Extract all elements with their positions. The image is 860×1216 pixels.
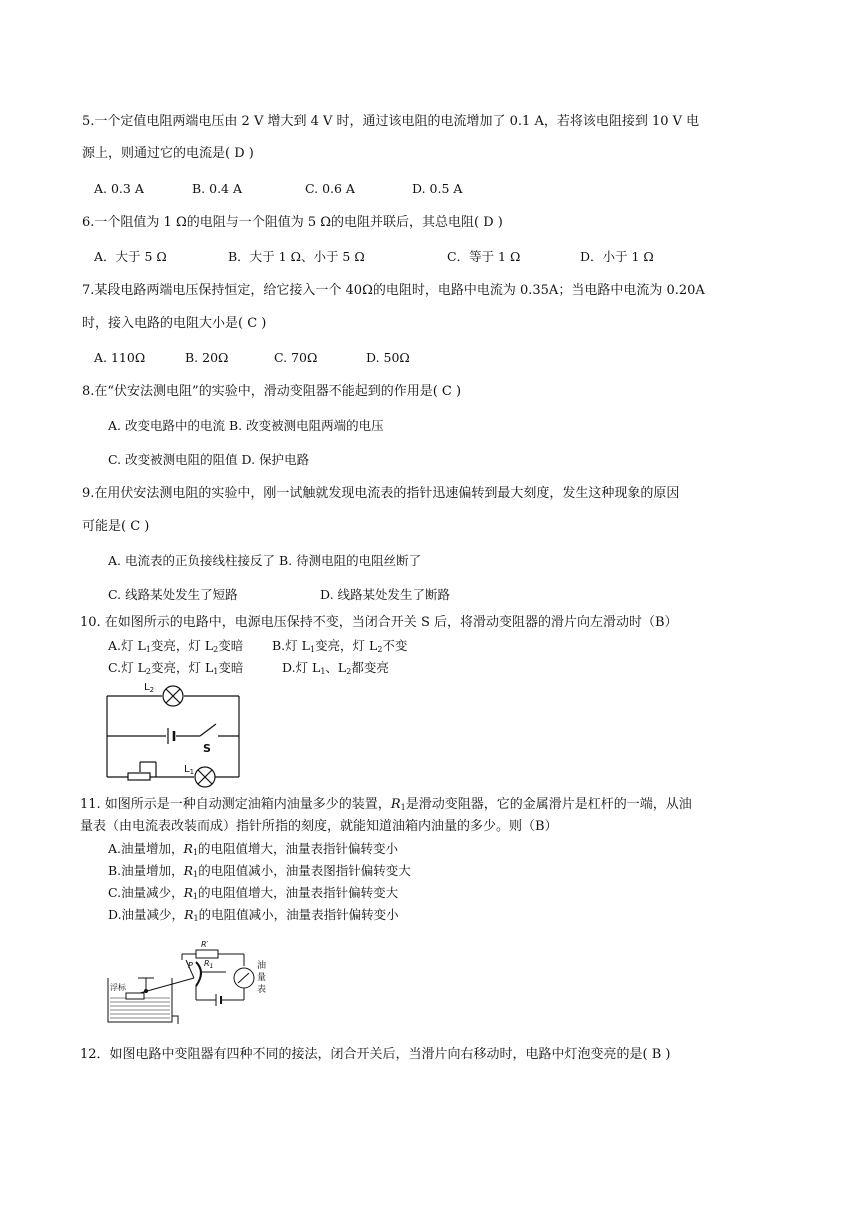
q6-option-a: A．大于 5 Ω bbox=[94, 249, 167, 264]
q6-option-c: C．等于 1 Ω bbox=[447, 249, 521, 264]
q9-options-row1: A. 电流表的正负接线柱接反了 B. 待测电阻的电阻丝断了 bbox=[108, 553, 422, 568]
q10-option-b: B.灯 $L_1$变亮，灯 $L_2$不变 bbox=[272, 638, 408, 654]
q7-option-c: C. 70Ω bbox=[274, 350, 318, 365]
q9-option-d: D. 线路某处发生了断路 bbox=[320, 587, 451, 602]
q7-stem-line1: 7.某段电路两端电压保持恒定，给它接入一个 40Ω的电阻时，电路中电流为 0.35A；当电路中电流为 0.20A bbox=[82, 283, 705, 298]
q6-option-d: D．小于 1 Ω bbox=[580, 249, 654, 264]
q5-option-a: A. 0.3 A bbox=[94, 181, 144, 196]
q5-option-d: D. 0.5 A bbox=[412, 181, 463, 196]
q8-stem: 8.在“伏安法测电阻”的实验中，滑动变阻器不能起到的作用是( C ) bbox=[82, 384, 462, 399]
q11-option-a: A.油量增加，$R_1$的电阻值增大，油量表指针偏转变小 bbox=[108, 841, 399, 857]
q11-r-prime-label: R′ bbox=[201, 940, 209, 949]
q7-option-b: B. 20Ω bbox=[185, 350, 229, 365]
q11-meter-label-3: 表 bbox=[257, 985, 267, 995]
q12-stem: 12．如图电路中变阻器有四种不同的接法，闭合开关后，当滑片向右移动时，电路中灯泡变亮的是( B ) bbox=[80, 1047, 671, 1062]
q11-stem-line2: 量表（由电流表改装而成）指针所指的刻度，就能知道油箱内油量的多少。则（B） bbox=[80, 819, 558, 834]
q8-options-row2: C. 改变被测电阻的阻值 D. 保护电路 bbox=[108, 452, 310, 467]
q10-lamp-l1-label: $L_1$ bbox=[184, 764, 195, 776]
q11-option-c: C.油量减少，$R_1$的电阻值增大，油量表指针偏转变大 bbox=[108, 885, 399, 901]
q11-oil-gauge-diagram bbox=[104, 938, 274, 1028]
q7-option-d: D. 50Ω bbox=[366, 350, 410, 365]
q11-option-d: D.油量减少，$R_1$的电阻值减小，油量表指针偏转变小 bbox=[108, 907, 399, 923]
q9-stem-line2: 可能是( C ) bbox=[82, 519, 150, 534]
q5-stem-line2: 源上，则通过它的电流是( D ) bbox=[82, 146, 254, 161]
q11-option-b: B.油量增加，$R_1$的电阻值减小，油量表图指针偏转变大 bbox=[108, 863, 411, 879]
q8-options-row1: A. 改变电路中的电流 B. 改变被测电阻两端的电压 bbox=[108, 418, 384, 433]
q9-option-c: C. 线路某处发生了短路 bbox=[108, 587, 238, 602]
q10-lamp-l2-label: $L_2$ bbox=[144, 682, 155, 694]
q9-stem-line1: 9.在用伏安法测电阻的实验中，刚一试触就发现电流表的指针迅速偏转到最大刻度，发生这种现象的原因 bbox=[82, 486, 680, 501]
q11-stem-line1: 11. 如图所示是一种自动测定油箱内油量多少的装置，$R_1$是滑动变阻器，它的金属滑片是杠杆的一端，从油 bbox=[80, 797, 692, 812]
q5-option-c: C. 0.6 A bbox=[305, 181, 355, 196]
q11-r1-label: $R_1$ bbox=[204, 959, 214, 970]
q6-stem: 6.一个阻值为 1 Ω的电阻与一个阻值为 5 Ω的电阻并联后，其总电阻( D ) bbox=[82, 215, 503, 230]
q5-stem-line1: 5.一个定值电阻两端电压由 2 V 增大到 4 V 时，通过该电阻的电流增加了 0.1 A，若将该电阻接到 10 V 电 bbox=[82, 114, 700, 129]
q5-option-b: B. 0.4 A bbox=[192, 181, 243, 196]
q11-meter-label-1: 油 bbox=[257, 961, 267, 971]
q10-option-c: C.灯 $L_2$变亮，灯 $L_1$变暗 bbox=[108, 660, 244, 676]
q10-option-a: A.灯 $L_1$变亮，灯 $L_2$变暗 bbox=[108, 638, 244, 654]
q11-slider-p-label: P bbox=[188, 961, 193, 970]
q6-option-b: B．大于 1 Ω、小于 5 Ω bbox=[228, 249, 365, 264]
q7-stem-line2: 时，接入电路的电阻大小是( C ) bbox=[82, 316, 267, 331]
q11-float-label: 浮标 bbox=[110, 983, 126, 992]
q10-stem: 10. 在如图所示的电路中，电源电压保持不变，当闭合开关 S 后，将滑动变阻器的滑片向左滑动时（B） bbox=[80, 615, 678, 630]
q10-option-d: D.灯 $L_1$、$L_2$都变亮 bbox=[282, 660, 389, 676]
q7-option-a: A. 110Ω bbox=[94, 350, 146, 365]
q11-meter-label-2: 量 bbox=[257, 973, 267, 983]
q10-switch-label: S bbox=[203, 742, 211, 755]
q10-circuit-diagram bbox=[104, 680, 244, 780]
